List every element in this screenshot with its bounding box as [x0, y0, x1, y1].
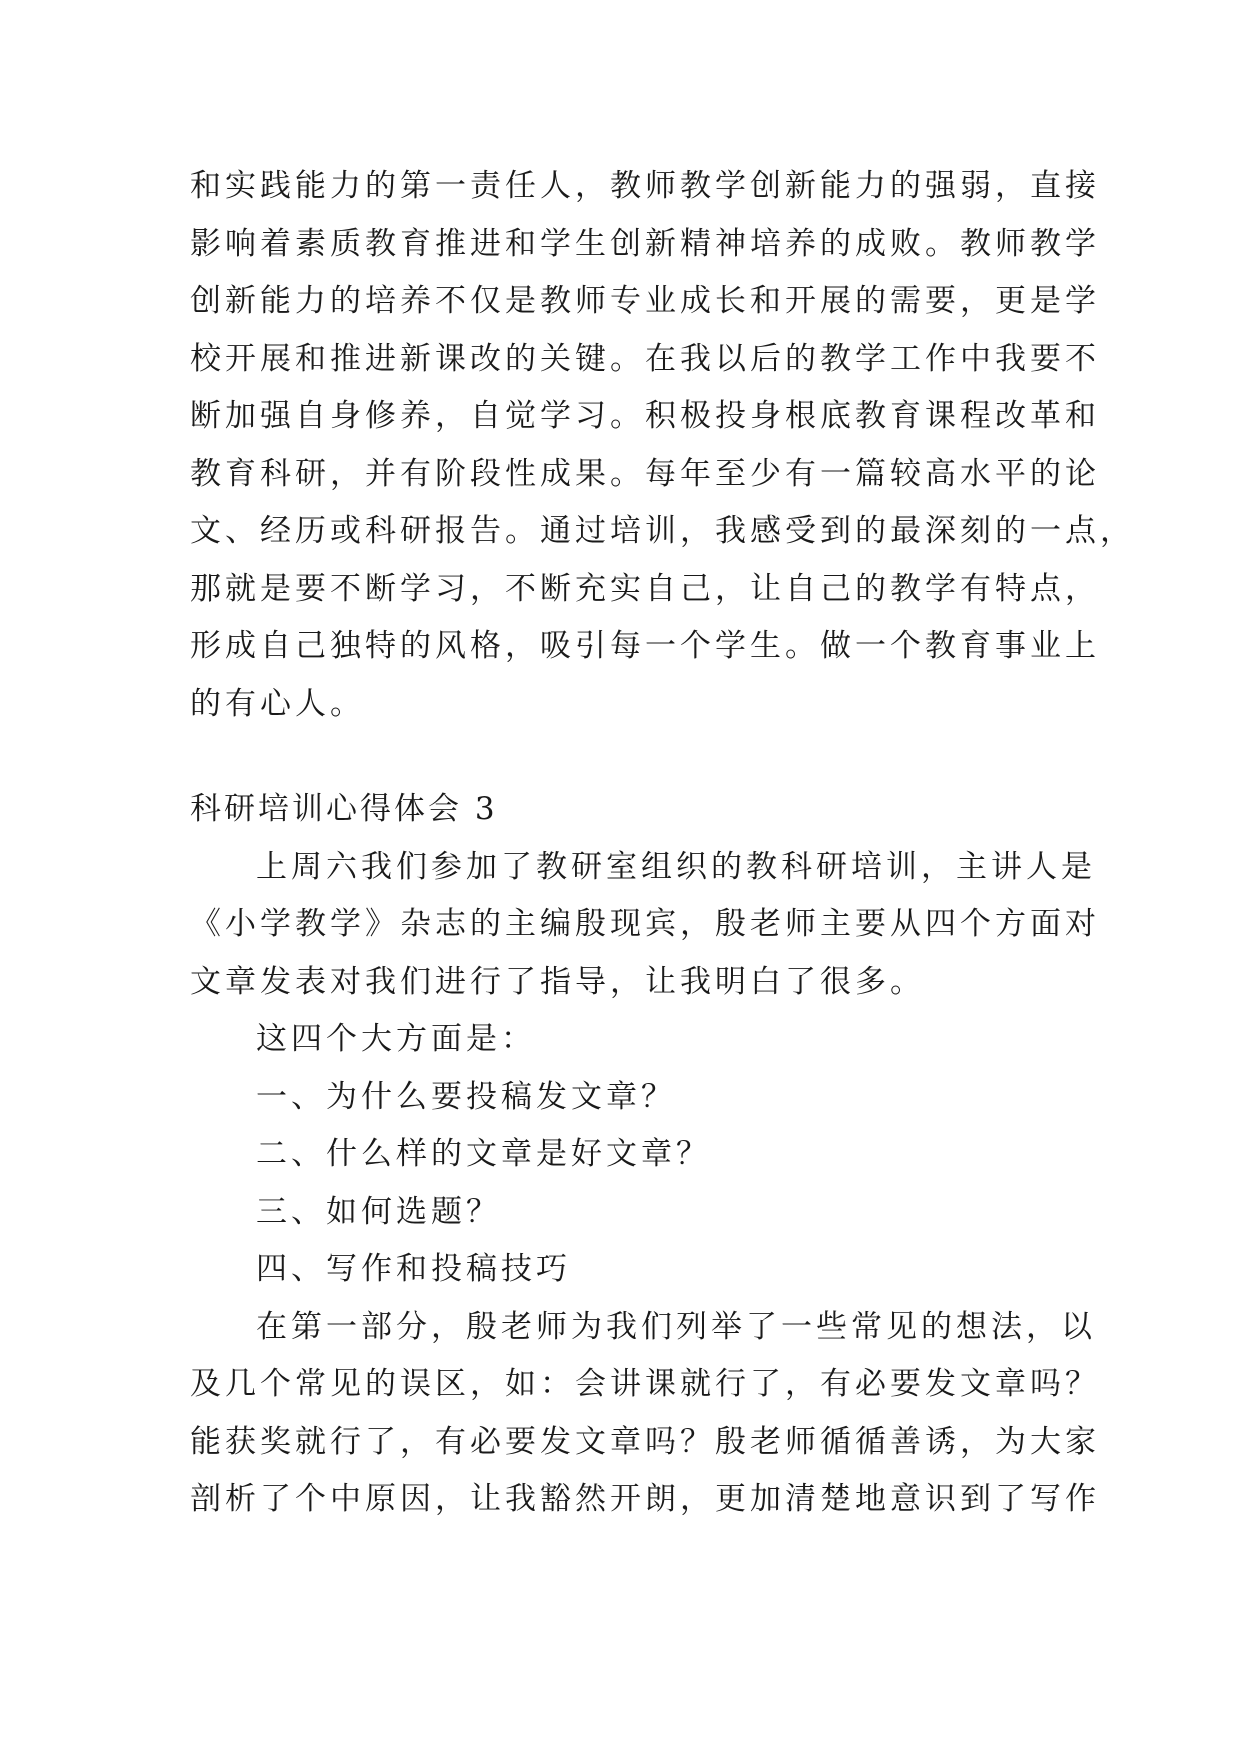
list-item: 三、如何选题？	[256, 1193, 501, 1230]
document-body	[190, 158, 1135, 1529]
text-line: 断加强自身修养，自觉学习。积极投身根底教育课程改革和	[190, 398, 1100, 434]
text-line: 《小学教学》杂志的主编殷现宾，殷老师主要从四个方面对	[190, 906, 1100, 942]
continued-paragraph	[190, 158, 1135, 733]
text-line: 上周六我们参加了教研室组织的教科研培训，主讲人是	[256, 848, 1096, 885]
text-line: 在第一部分，殷老师为我们列举了一些常见的想法，以	[256, 1308, 1096, 1345]
text-line: 和实践能力的第一责任人，教师教学创新能力的强弱，直接	[190, 168, 1100, 204]
text-line: 校开展和推进新课改的关键。在我以后的教学工作中我要不	[190, 340, 1100, 377]
text-line: 文章发表对我们进行了指导，让我明白了很多。	[190, 963, 925, 1000]
part-one-paragraph	[190, 1299, 1100, 1529]
text-line: 的有心人。	[190, 685, 365, 722]
intro-paragraph	[190, 839, 1100, 1012]
text-line: 能获奖就行了，有必要发文章吗？殷老师循循善诱，为大家	[190, 1423, 1100, 1460]
text-line: 形成自己独特的风格，吸引每一个学生。做一个教育事业上	[190, 628, 1100, 664]
text-line: 及几个常见的误区，如：会讲课就行了，有必要发文章吗？	[190, 1366, 1100, 1402]
text-line: 文、经历或科研报告。通过培训，我感受到的最深刻的一点，	[190, 513, 1135, 549]
section-spacer	[190, 733, 1070, 781]
text-line: 影响着素质教育推进和学生创新精神培养的成败。教师教学	[190, 225, 1100, 262]
list-item: 二、什么样的文章是好文章？	[256, 1136, 711, 1172]
text-line: 那就是要不断学习，不断充实自己，让自己的教学有特点，	[190, 570, 1100, 607]
list-item: 一、为什么要投稿发文章？	[256, 1078, 676, 1115]
text-line: 创新能力的培养不仅是教师专业成长和开展的需要，更是学	[190, 283, 1100, 319]
section-heading: 科研培训心得体会 3	[190, 791, 498, 827]
text-line: 剖析了个中原因，让我豁然开朗，更加清楚地意识到了写作	[190, 1481, 1100, 1517]
text-line: 教育科研，并有阶段性成果。每年至少有一篇较高水平的论	[190, 455, 1100, 492]
list-item: 四、写作和投稿技巧	[256, 1251, 571, 1287]
topic-list	[190, 1069, 1070, 1299]
list-intro: 这四个大方面是：	[256, 1021, 536, 1057]
